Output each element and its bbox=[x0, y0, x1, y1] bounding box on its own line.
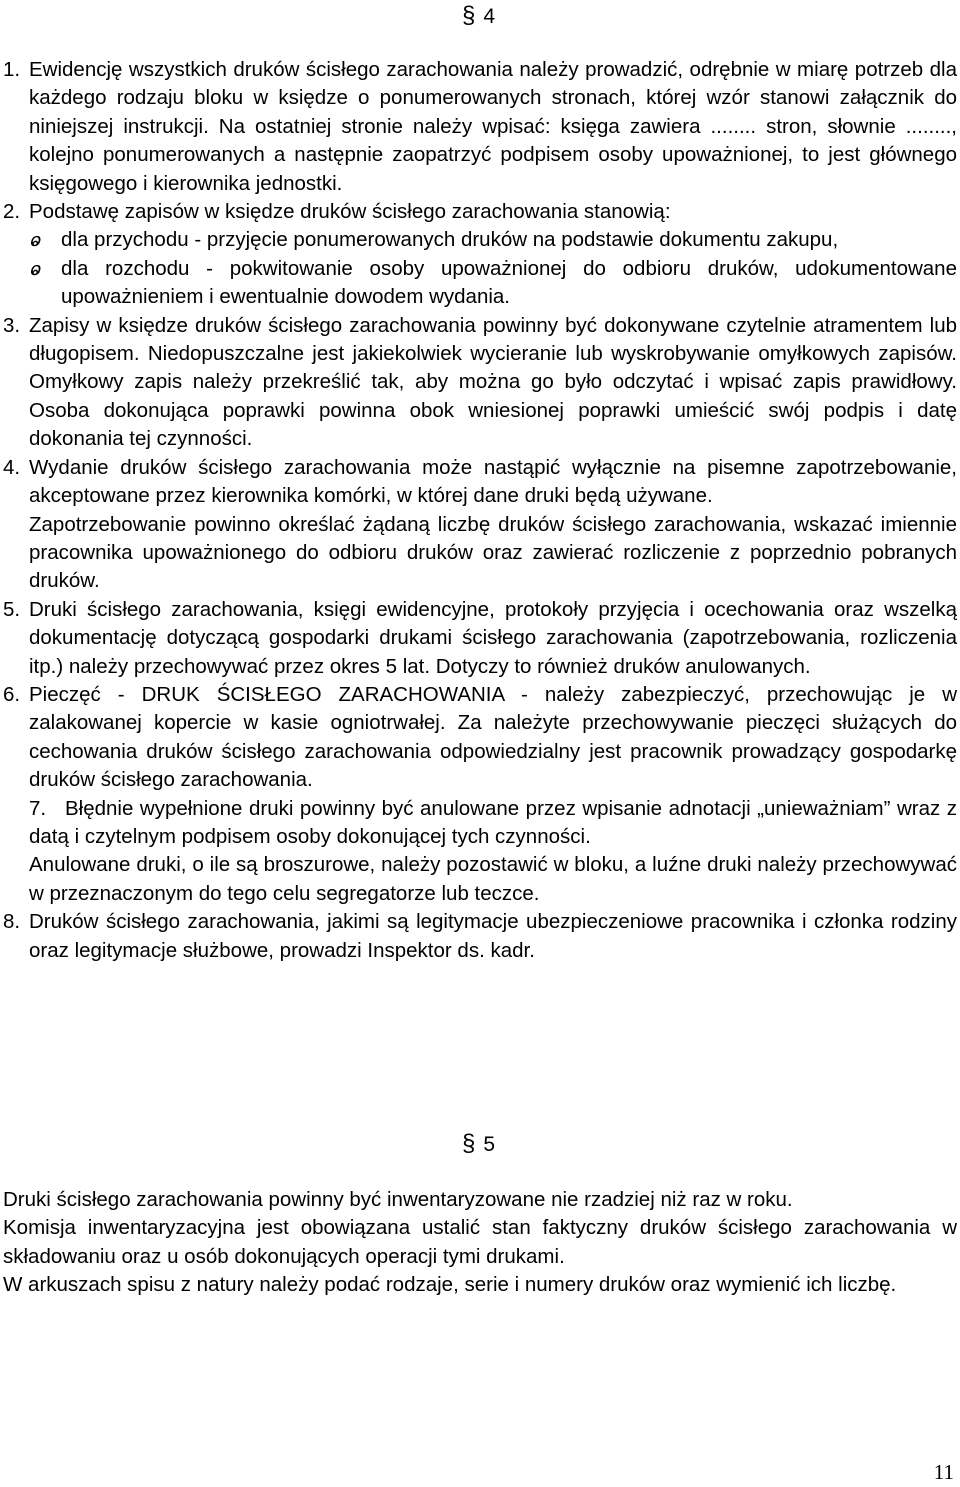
item-8 bbox=[3, 908, 957, 965]
section-symbol: § bbox=[462, 1130, 476, 1157]
section-5-text-3: W arkuszach spisu z natury należy podać rodzaje, serie i numery druków oraz wymienić ich liczbę. bbox=[3, 1273, 897, 1297]
item-7-continuation bbox=[3, 851, 957, 908]
section-5-line-1 bbox=[3, 1186, 957, 1214]
item-7 bbox=[3, 795, 957, 852]
item-2-text: Podstawę zapisów w księdze druków ścisłego zarachowania stanowią: bbox=[29, 200, 671, 224]
item-4 bbox=[3, 454, 957, 511]
item-3-text: Zapisy w księdze druków ścisłego zarachowania powinny być dokonywane czytelnie atramentem lub długopisem. Niedopuszczalne jest jakiekolwiek wycieranie lub wyskrobywanie omyłkowych zapisów. Omyłkowy zapis należy przekreślić tak, aby można go było odczytać i wpisać zapis prawidłowy. Osoba dokonująca poprawki powinna obok wniesionej poprawki umieścić swój podpis i datę dokonania tej czynności. bbox=[29, 313, 957, 451]
section-5-line-2 bbox=[3, 1214, 957, 1271]
item-5-text: Druki ścisłego zarachowania, księgi ewidencyjne, protokoły przyjęcia i ocechowania oraz wszelką dokumentację dotyczącą gospodarki drukami ścisłego zarachowania (zapotrzebowania, rozliczenia itp.) należy przechowywać przez okres 5 lat. Dotyczy to również druków anulowanych. bbox=[29, 597, 957, 678]
item-8-number: 8. bbox=[3, 910, 21, 934]
section-5-text-2: Komisja inwentaryzacyjna jest obowiązana ustalić stan faktyczny druków ścisłego zarachowania w składowaniu oraz u osób dokonujących operacji tymi drukami. bbox=[3, 1216, 957, 1268]
item-3 bbox=[3, 312, 957, 454]
item-3-number: 3. bbox=[3, 313, 21, 337]
section-5-body bbox=[3, 1186, 957, 1300]
bullet-icon: ⱺ bbox=[29, 230, 41, 251]
bullet-1-text: dla przychodu - przyjęcie ponumerowanych druków na podstawie dokumentu zakupu, bbox=[61, 228, 839, 252]
section-5-line-3 bbox=[3, 1271, 957, 1299]
section-symbol: § bbox=[462, 2, 476, 29]
item-8-text: Druków ścisłego zarachowania, jakimi są legitymacje ubezpieczeniowe pracownika i członka rodziny oraz legitymacje służbowe, prowadzi Inspektor ds. kadr. bbox=[29, 910, 957, 962]
item-6 bbox=[3, 681, 957, 795]
item-4-continuation bbox=[3, 511, 957, 596]
section-4-body bbox=[3, 56, 957, 965]
item-4b-text: Zapotrzebowanie powinno określać żądaną liczbę druków ścisłego zarachowania, wskazać imiennie pracownika upoważnionego do odbioru druków oraz zawierać rozliczenie z poprzednio pobranych druków. bbox=[29, 512, 957, 593]
item-1-number: 1. bbox=[3, 58, 21, 81]
bullet-2-text: dla rozchodu - pokwitowanie osoby upoważnionej do odbioru druków, udokumentowane upoważnieniem i ewentualnie dowodem wydania. bbox=[61, 256, 957, 309]
item-7-text: Błędnie wypełnione druki powinny być anulowane przez wpisanie adnotacji „unieważniam” wraz z datą i czytelnym podpisem osoby dokonującej tych czynności. bbox=[29, 796, 957, 848]
item-2 bbox=[3, 198, 957, 226]
item-4-text: Wydanie druków ścisłego zarachowania może nastąpić wyłącznie na pisemne zapotrzebowanie, akceptowane przez kierownika komórki, w której dane druki będą używane. bbox=[29, 455, 957, 508]
item-7b-text: Anulowane druki, o ile są broszurowe, należy pozostawić w bloku, a luźne druki należy przechowywać w przeznaczonym do tego celu segregatorze lub teczce. bbox=[29, 853, 957, 905]
item-2-bullet-1 bbox=[3, 226, 957, 254]
section-number: 5 bbox=[483, 1133, 496, 1156]
item-5-number: 5. bbox=[3, 597, 21, 621]
section-4-heading bbox=[462, 2, 495, 30]
item-7-number: 7. bbox=[29, 796, 47, 820]
section-5-heading bbox=[462, 1130, 495, 1158]
section-5-text-1: Druki ścisłego zarachowania powinny być inwentaryzowane nie rzadziej niż raz w roku. bbox=[3, 1188, 793, 1211]
item-2-number: 2. bbox=[3, 200, 21, 224]
section-number: 4 bbox=[483, 5, 496, 28]
item-5 bbox=[3, 596, 957, 681]
bullet-icon: ⱺ bbox=[29, 258, 41, 279]
item-6-text: Pieczęć - DRUK ŚCISŁEGO ZARACHOWANIA - należy zabezpieczyć, przechowując je w zalakowanej kopercie w kasie ogniotrwałej. Za należyte przechowywanie pieczęci służących do cechowania druków ścisłego zarachowania odpowiedzialny jest pracownik prowadzący gospodarkę druków ścisłego zarachowania. bbox=[29, 682, 957, 792]
item-1-text: Ewidencję wszystkich druków ścisłego zarachowania należy prowadzić, odrębnie w miarę potrzeb dla każdego rodzaju bloku w księdze o ponumerowanych stronach, której wzór stanowi załącznik do niniejszej instrukcji. Na ostatniej stronie należy wpisać: księga zawiera ........ stron, słownie ........, kolejno ponumerowanych a następnie zaopatrzyć podpisem osoby upoważnionej, to jest głównego księgowego i kierownika jednostki. bbox=[29, 58, 957, 195]
item-6-number: 6. bbox=[3, 682, 21, 706]
item-4-number: 4. bbox=[3, 455, 21, 479]
item-1 bbox=[3, 56, 957, 198]
page-number: 11 bbox=[933, 1460, 954, 1484]
item-2-bullet-2 bbox=[3, 255, 957, 312]
